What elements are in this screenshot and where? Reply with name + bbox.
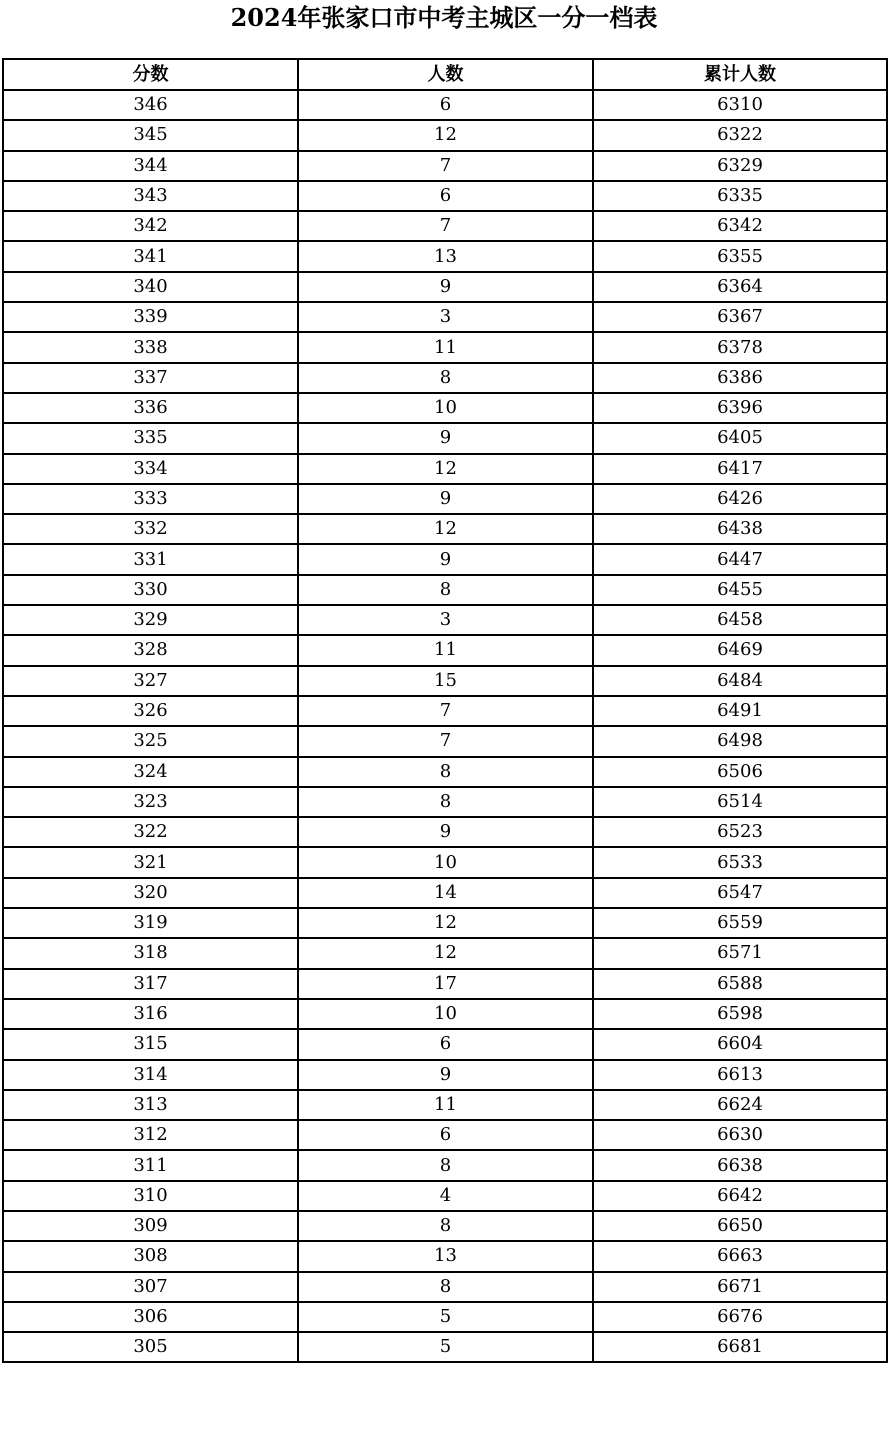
cell-score: 346 <box>3 90 298 120</box>
table-row <box>3 999 887 1029</box>
cell-cumulative: 6329 <box>593 151 887 181</box>
cell-score: 335 <box>3 423 298 453</box>
cell-cumulative: 6624 <box>593 1090 887 1120</box>
table-row <box>3 575 887 605</box>
table-header-row <box>3 59 887 90</box>
cell-score: 315 <box>3 1029 298 1059</box>
cell-score: 333 <box>3 484 298 514</box>
cell-score: 308 <box>3 1241 298 1271</box>
cell-cumulative: 6364 <box>593 272 887 302</box>
cell-count: 7 <box>298 211 593 241</box>
cell-count: 12 <box>298 908 593 938</box>
cell-score: 339 <box>3 302 298 332</box>
cell-cumulative: 6642 <box>593 1181 887 1211</box>
cell-score: 326 <box>3 696 298 726</box>
cell-cumulative: 6484 <box>593 666 887 696</box>
cell-count: 11 <box>298 635 593 665</box>
cell-count: 14 <box>298 878 593 908</box>
table-row <box>3 787 887 817</box>
table-row <box>3 1272 887 1302</box>
cell-count: 7 <box>298 726 593 756</box>
cell-score: 307 <box>3 1272 298 1302</box>
cell-score: 310 <box>3 1181 298 1211</box>
table-row <box>3 605 887 635</box>
cell-cumulative: 6676 <box>593 1302 887 1332</box>
table-row <box>3 666 887 696</box>
table-row <box>3 454 887 484</box>
cell-count: 9 <box>298 817 593 847</box>
table-row <box>3 544 887 574</box>
cell-score: 311 <box>3 1150 298 1180</box>
table-row <box>3 484 887 514</box>
cell-score: 328 <box>3 635 298 665</box>
table-row <box>3 393 887 423</box>
table-row <box>3 757 887 787</box>
cell-count: 8 <box>298 363 593 393</box>
cell-score: 305 <box>3 1332 298 1362</box>
table-row <box>3 1060 887 1090</box>
cell-score: 332 <box>3 514 298 544</box>
cell-count: 4 <box>298 1181 593 1211</box>
cell-count: 15 <box>298 666 593 696</box>
cell-cumulative: 6386 <box>593 363 887 393</box>
cell-cumulative: 6405 <box>593 423 887 453</box>
cell-count: 8 <box>298 787 593 817</box>
cell-cumulative: 6396 <box>593 393 887 423</box>
cell-cumulative: 6335 <box>593 181 887 211</box>
table-row <box>3 1241 887 1271</box>
table-row <box>3 847 887 877</box>
cell-cumulative: 6547 <box>593 878 887 908</box>
table-row <box>3 1332 887 1362</box>
cell-cumulative: 6588 <box>593 969 887 999</box>
cell-cumulative: 6426 <box>593 484 887 514</box>
cell-count: 13 <box>298 241 593 271</box>
cell-score: 341 <box>3 241 298 271</box>
cell-count: 9 <box>298 1060 593 1090</box>
cell-score: 317 <box>3 969 298 999</box>
cell-cumulative: 6378 <box>593 332 887 362</box>
score-distribution-table <box>2 58 888 1363</box>
cell-cumulative: 6458 <box>593 605 887 635</box>
cell-score: 338 <box>3 332 298 362</box>
cell-count: 9 <box>298 272 593 302</box>
cell-cumulative: 6355 <box>593 241 887 271</box>
cell-score: 316 <box>3 999 298 1029</box>
cell-cumulative: 6559 <box>593 908 887 938</box>
table-row <box>3 181 887 211</box>
cell-score: 329 <box>3 605 298 635</box>
cell-cumulative: 6322 <box>593 120 887 150</box>
cell-score: 344 <box>3 151 298 181</box>
cell-count: 12 <box>298 120 593 150</box>
cell-count: 12 <box>298 454 593 484</box>
cell-score: 319 <box>3 908 298 938</box>
cell-count: 3 <box>298 605 593 635</box>
cell-cumulative: 6455 <box>593 575 887 605</box>
cell-cumulative: 6671 <box>593 1272 887 1302</box>
table-row <box>3 1150 887 1180</box>
cell-score: 343 <box>3 181 298 211</box>
cell-count: 9 <box>298 423 593 453</box>
table-row <box>3 272 887 302</box>
cell-count: 6 <box>298 1120 593 1150</box>
cell-count: 10 <box>298 999 593 1029</box>
table-row <box>3 908 887 938</box>
cell-cumulative: 6506 <box>593 757 887 787</box>
cell-score: 330 <box>3 575 298 605</box>
cell-score: 312 <box>3 1120 298 1150</box>
table-row <box>3 423 887 453</box>
table-row <box>3 514 887 544</box>
table-row <box>3 1211 887 1241</box>
cell-count: 3 <box>298 302 593 332</box>
cell-cumulative: 6447 <box>593 544 887 574</box>
cell-cumulative: 6498 <box>593 726 887 756</box>
page-title: 2024年张家口市中考主城区一分一档表 <box>230 3 658 32</box>
cell-count: 11 <box>298 1090 593 1120</box>
cell-count: 8 <box>298 1272 593 1302</box>
cell-cumulative: 6650 <box>593 1211 887 1241</box>
cell-score: 327 <box>3 666 298 696</box>
cell-cumulative: 6514 <box>593 787 887 817</box>
cell-score: 321 <box>3 847 298 877</box>
cell-count: 6 <box>298 90 593 120</box>
table-row <box>3 363 887 393</box>
cell-count: 8 <box>298 757 593 787</box>
cell-score: 324 <box>3 757 298 787</box>
table-row <box>3 90 887 120</box>
cell-score: 336 <box>3 393 298 423</box>
cell-count: 10 <box>298 847 593 877</box>
cell-count: 6 <box>298 1029 593 1059</box>
cell-count: 8 <box>298 1150 593 1180</box>
cell-cumulative: 6630 <box>593 1120 887 1150</box>
cell-count: 12 <box>298 514 593 544</box>
header-count: 人数 <box>298 59 593 90</box>
cell-score: 345 <box>3 120 298 150</box>
table-row <box>3 1029 887 1059</box>
table-row <box>3 938 887 968</box>
table-row <box>3 817 887 847</box>
cell-score: 320 <box>3 878 298 908</box>
cell-count: 9 <box>298 484 593 514</box>
cell-count: 17 <box>298 969 593 999</box>
table-row <box>3 969 887 999</box>
cell-score: 340 <box>3 272 298 302</box>
cell-count: 11 <box>298 332 593 362</box>
cell-cumulative: 6598 <box>593 999 887 1029</box>
cell-cumulative: 6469 <box>593 635 887 665</box>
table-row <box>3 120 887 150</box>
cell-cumulative: 6438 <box>593 514 887 544</box>
table-row <box>3 241 887 271</box>
cell-cumulative: 6604 <box>593 1029 887 1059</box>
table-row <box>3 1120 887 1150</box>
cell-count: 8 <box>298 575 593 605</box>
cell-cumulative: 6310 <box>593 90 887 120</box>
cell-cumulative: 6523 <box>593 817 887 847</box>
table-row <box>3 696 887 726</box>
table-row <box>3 332 887 362</box>
cell-score: 325 <box>3 726 298 756</box>
cell-cumulative: 6342 <box>593 211 887 241</box>
header-score: 分数 <box>3 59 298 90</box>
cell-score: 342 <box>3 211 298 241</box>
cell-cumulative: 6638 <box>593 1150 887 1180</box>
cell-score: 331 <box>3 544 298 574</box>
table-row <box>3 1302 887 1332</box>
cell-score: 322 <box>3 817 298 847</box>
cell-count: 7 <box>298 696 593 726</box>
cell-cumulative: 6681 <box>593 1332 887 1362</box>
cell-cumulative: 6417 <box>593 454 887 484</box>
table-row <box>3 726 887 756</box>
cell-score: 323 <box>3 787 298 817</box>
cell-count: 7 <box>298 151 593 181</box>
cell-cumulative: 6533 <box>593 847 887 877</box>
cell-count: 13 <box>298 1241 593 1271</box>
cell-count: 10 <box>298 393 593 423</box>
table-row <box>3 1181 887 1211</box>
cell-cumulative: 6491 <box>593 696 887 726</box>
cell-count: 5 <box>298 1332 593 1362</box>
table-row <box>3 211 887 241</box>
cell-score: 337 <box>3 363 298 393</box>
cell-cumulative: 6613 <box>593 1060 887 1090</box>
table-row <box>3 1090 887 1120</box>
cell-score: 309 <box>3 1211 298 1241</box>
cell-score: 306 <box>3 1302 298 1332</box>
table-row <box>3 302 887 332</box>
cell-score: 313 <box>3 1090 298 1120</box>
cell-score: 334 <box>3 454 298 484</box>
cell-count: 9 <box>298 544 593 574</box>
cell-count: 8 <box>298 1211 593 1241</box>
cell-score: 314 <box>3 1060 298 1090</box>
table-row <box>3 635 887 665</box>
cell-cumulative: 6367 <box>593 302 887 332</box>
cell-count: 6 <box>298 181 593 211</box>
header-cumulative: 累计人数 <box>593 59 887 90</box>
table-row <box>3 151 887 181</box>
cell-count: 12 <box>298 938 593 968</box>
cell-cumulative: 6571 <box>593 938 887 968</box>
cell-cumulative: 6663 <box>593 1241 887 1271</box>
table-body <box>3 90 887 1362</box>
cell-score: 318 <box>3 938 298 968</box>
cell-count: 5 <box>298 1302 593 1332</box>
table-row <box>3 878 887 908</box>
